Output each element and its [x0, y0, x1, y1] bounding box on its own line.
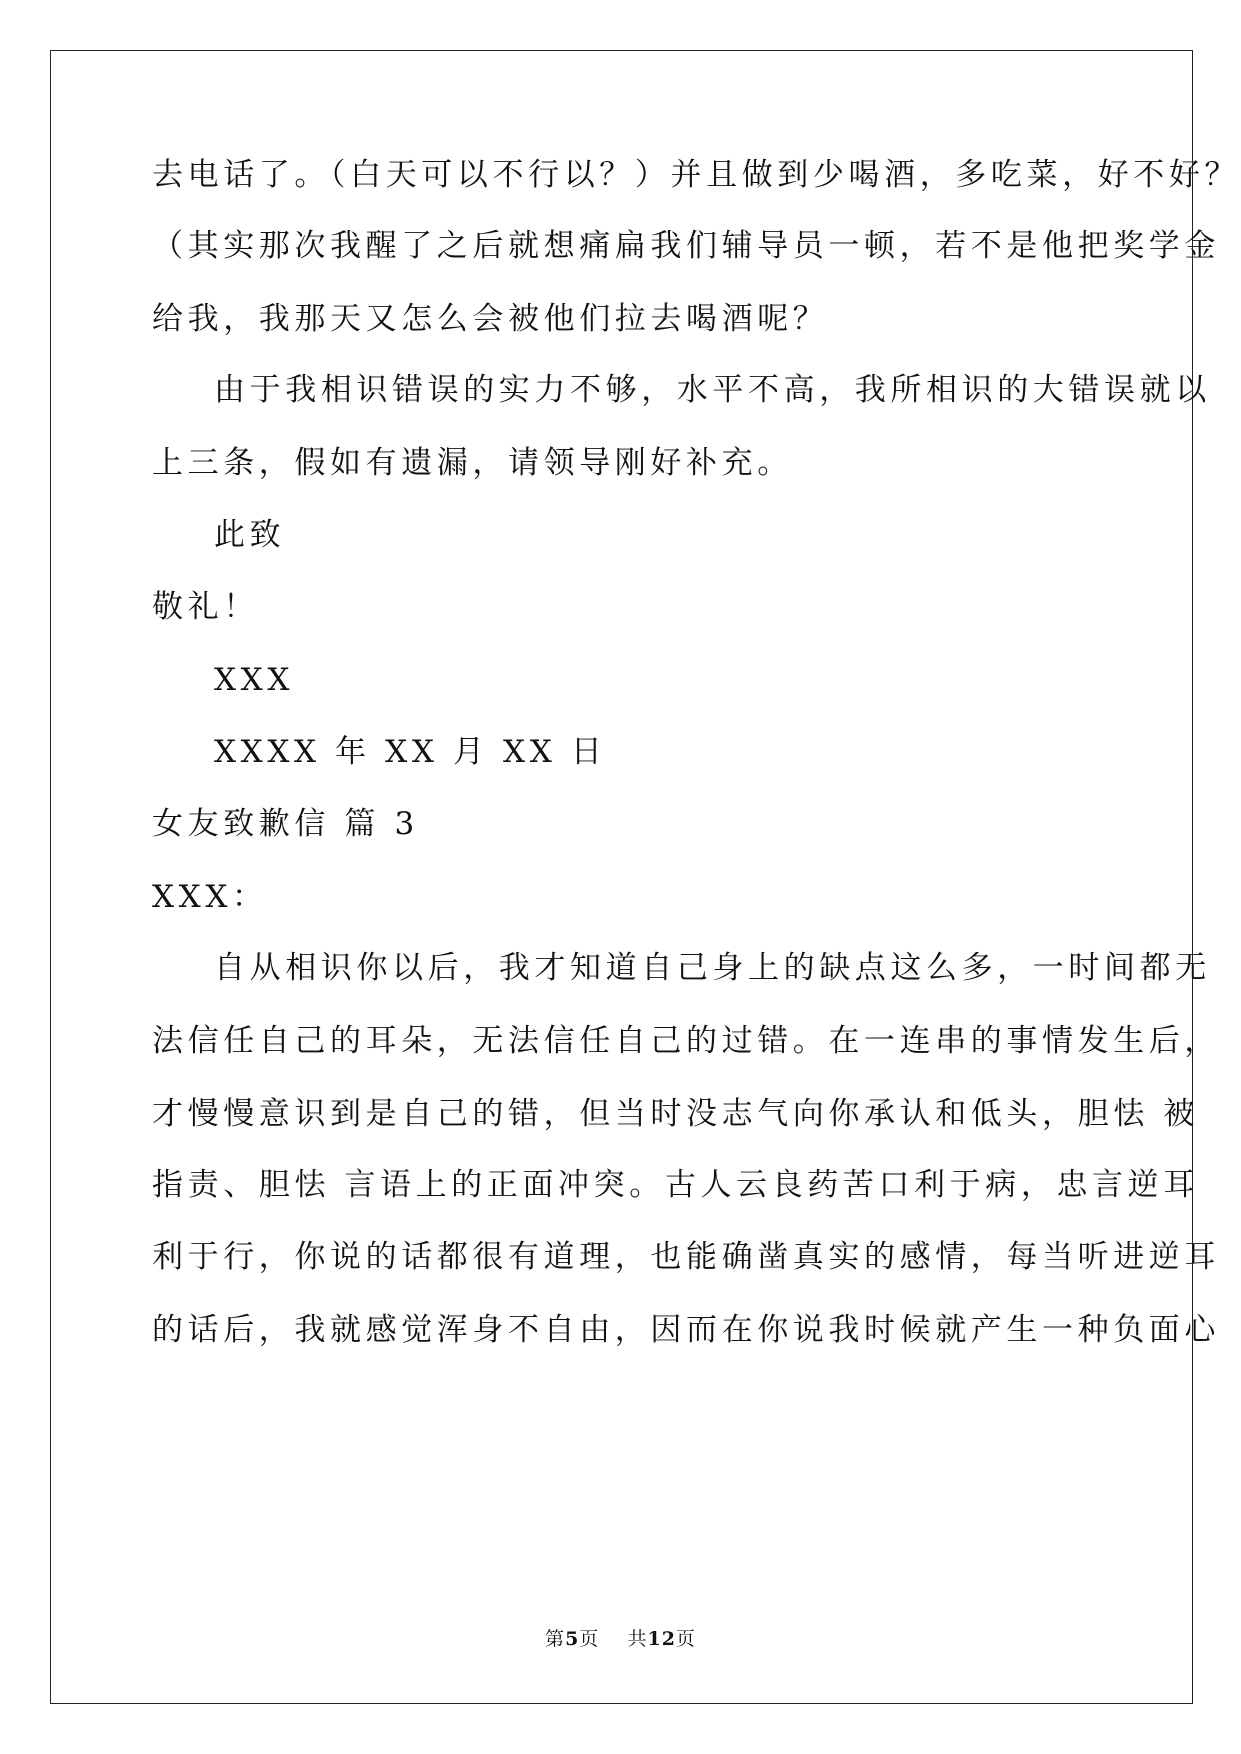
section-heading: 女友致歉信 篇 3	[152, 806, 419, 842]
body-line-8: 才慢慢意识到是自己的错，但当时没志气向你承认和低头，胆怯 被	[152, 1096, 1199, 1132]
footer-page-number: 5	[565, 1628, 580, 1650]
body-line-1: 去电话了。（白天可以不行以？）并且做到少喝酒，多吃菜，好不好？	[152, 157, 1241, 193]
body-line-4: 由于我相识错误的实力不够，水平不高，我所相识的大错误就以	[214, 372, 1211, 408]
body-line-11: 的话后，我就感觉浑身不自由，因而在你说我时候就产生一种负面心	[152, 1312, 1220, 1348]
signature-name: XXX	[214, 662, 295, 698]
footer-suffix: 页	[675, 1628, 696, 1650]
letter-recipient: XXX：	[152, 879, 268, 915]
closing-respect: 敬礼！	[152, 589, 259, 625]
footer-prefix: 第	[545, 1628, 566, 1650]
closing-salutation: 此致	[214, 517, 286, 553]
body-line-7: 法信任自己的耳朵，无法信任自己的过错。在一连串的事情发生后，	[152, 1023, 1220, 1059]
body-line-3: 给我，我那天又怎么会被他们拉去喝酒呢？	[152, 301, 829, 337]
body-line-6: 自从相识你以后，我才知道自己身上的缺点这么多，一时间都无	[214, 950, 1211, 986]
body-line-5: 上三条，假如有遗漏，请领导刚好补充。	[152, 445, 793, 481]
body-line-2: （其实那次我醒了之后就想痛扁我们辅导员一顿，若不是他把奖学金	[152, 228, 1220, 264]
body-line-10: 利于行，你说的话都很有道理，也能确凿真实的感情，每当听进逆耳	[152, 1239, 1220, 1275]
signature-date: XXXX 年 XX 月 XX 日	[214, 734, 607, 770]
body-line-9: 指责、胆怯 言语上的正面冲突。古人云良药苦口利于病，忠言逆耳	[152, 1167, 1199, 1203]
page-footer	[0, 1627, 1241, 1651]
footer-mid: 页 共	[579, 1628, 648, 1650]
footer-total-pages: 12	[647, 1628, 676, 1650]
